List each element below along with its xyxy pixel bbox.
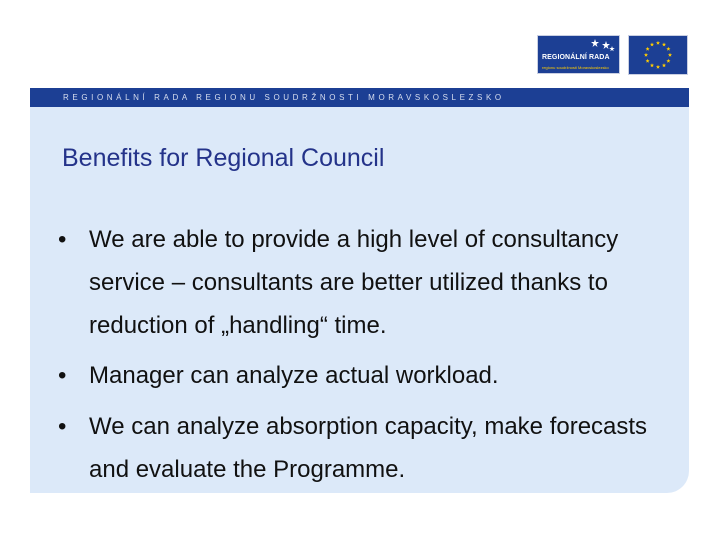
- regional-council-logo: [537, 35, 620, 74]
- eu-star-icon: [650, 63, 654, 67]
- banner-text: REGIONÁLNÍ RADA REGIONU SOUDRŽNOSTI MORAVSKOSLEZSKO: [63, 93, 505, 102]
- eu-star-icon: [644, 53, 648, 57]
- header-banner: [30, 88, 689, 107]
- bullet-text: We are able to provide a high level of consultancy service – consultants are better utilized thanks to reduction of „handling“ time.: [89, 226, 619, 339]
- logo-stars-icon: [591, 39, 615, 53]
- eu-star-icon: [656, 41, 660, 45]
- eu-star-icon: [662, 63, 666, 67]
- eu-flag-icon: [629, 36, 687, 74]
- eu-star-icon: [666, 47, 670, 51]
- eu-flag-logo: [628, 35, 688, 75]
- logo-subtitle: regionu soudržnosti Moravskoslezsko: [542, 65, 609, 70]
- logo-title: REGIONÁLNÍ RADA: [542, 54, 610, 61]
- eu-star-icon: [650, 42, 654, 46]
- bullet-marker: •: [58, 413, 67, 440]
- eu-star-icon: [656, 65, 660, 69]
- eu-star-icon: [662, 42, 666, 46]
- bullet-item: [58, 405, 658, 491]
- slide-heading: Benefits for Regional Council: [62, 144, 385, 172]
- eu-star-icon: [668, 53, 672, 57]
- bullet-item: [58, 354, 658, 397]
- bullet-text: Manager can analyze actual workload.: [89, 362, 499, 389]
- eu-star-icon: [666, 59, 670, 63]
- bullet-marker: •: [58, 362, 67, 389]
- eu-star-icon: [646, 59, 650, 63]
- bullet-marker: •: [58, 226, 67, 253]
- bullet-item: [58, 218, 658, 347]
- bullet-text: We can analyze absorption capacity, make forecasts and evaluate the Programme.: [89, 413, 648, 483]
- eu-star-icon: [646, 47, 650, 51]
